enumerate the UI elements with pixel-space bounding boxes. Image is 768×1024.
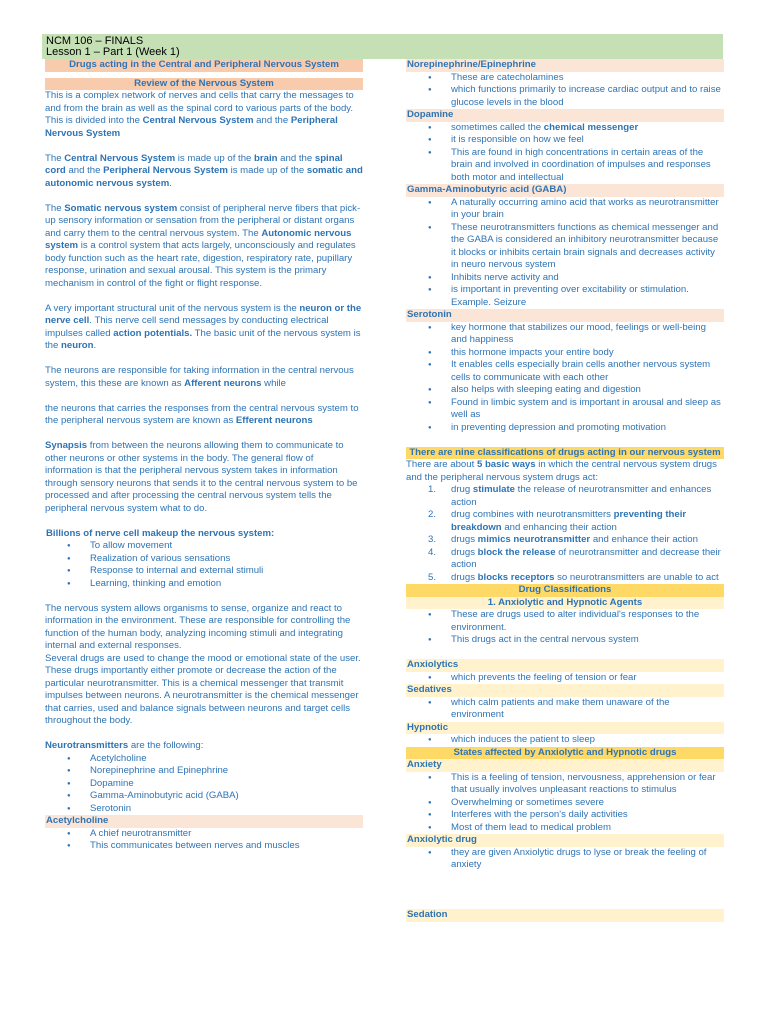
- list-item: ● they are given Anxiolytic drugs to lyse or break the feeling of anxiety: [406, 847, 724, 872]
- list-item: ● These are drugs used to alter individual's responses to the environment.: [406, 609, 724, 634]
- anxiolytic-hypnotic-list: [406, 609, 724, 647]
- anxiety-title: Anxiety: [406, 759, 724, 772]
- left-column: [45, 59, 363, 853]
- anxiolytics-title: Anxiolytics: [406, 659, 724, 672]
- lesson-title: Lesson 1 – Part 1 (Week 1): [46, 46, 180, 58]
- paragraph-somatic-autonomic: The Somatic nervous system consist of peripheral nerve fibers that pick-up sensory information or sensation from the peripheral or distant organs and carry them to the central nervous system. The Autonomic nervous system is a control system that acts largely, unconsciously and regulates body function such as the heart rate, digestion, respiratory rate, pupillary response, urination and sexual arousal. This system is the primary mechanism in control of the fight or flight response.: [45, 202, 361, 289]
- list-item: ● Overwhelming or sometimes severe: [406, 797, 724, 810]
- list-item: ● These are catecholamines: [406, 72, 724, 85]
- list-item: ● This communicates between nerves and muscles: [45, 840, 363, 853]
- list-item: ● which prevents the feeling of tension or fear: [406, 672, 724, 685]
- anxiolytics-list: [406, 672, 724, 685]
- paragraph-synapsis: Synapsis from between the neurons allowing them to communicate to other neurons or other systems in the body. The general flow of information is that the peripheral nervous system takes in information through sensory neurons that sends it to the central nervous system to be processed and after processing the central nervous system tells the peripheral nervous system what to do.: [45, 440, 358, 514]
- list-item: ● It enables cells especially brain cells another nervous system cells to communicate with each other: [406, 359, 724, 384]
- dopamine-title: Dopamine: [406, 109, 724, 122]
- list-item: 1. drug stimulate the release of neurotransmitter and enhances action: [428, 484, 712, 508]
- list-item: ● key hormone that stabilizes our mood, feelings or well-being and happiness: [406, 322, 724, 347]
- list-item: ● To allow movement: [45, 540, 363, 553]
- hypnotic-title: Hypnotic: [406, 722, 724, 735]
- list-item: ● which calm patients and make them unaware of the environment: [406, 697, 724, 722]
- hypnotic-list: [406, 734, 724, 747]
- list-item: ● A naturally occurring amino acid that works as neurotransmitter in your brain: [406, 197, 724, 222]
- sedation-title: Sedation: [406, 909, 724, 922]
- billions-title: Billions of nerve cell makeup the nervous system:: [46, 527, 275, 539]
- list-item: ● which functions primarily to increase cardiac output and to raise glucose levels in the blood: [406, 84, 724, 109]
- list-item: ● Dopamine: [45, 778, 363, 791]
- norepinephrine-title: Norepinephrine/Epinephrine: [406, 59, 724, 72]
- paragraph-drugs-mood: Several drugs are used to change the mood or emotional state of the user. These drugs importantly either promote or decrease the action of the particular neurotransmitter. This is a chemical messenger that transmit impulses between neurons. A neurotransmitter is the chemical messenger that carries, used and balance signals between neurons and target cells throughout the body.: [45, 652, 361, 726]
- list-item: ● Inhibits nerve activity and: [406, 272, 724, 285]
- anxiolytic-hypnotic-title: 1. Anxiolytic and Hypnotic Agents: [406, 597, 724, 610]
- acetylcholine-title: Acetylcholine: [45, 815, 363, 828]
- list-item: ● Gamma-Aminobutyric acid (GABA): [45, 790, 363, 803]
- sedatives-list: [406, 697, 724, 722]
- section-title: Drugs acting in the Central and Peripheral Nervous System: [45, 59, 363, 72]
- gaba-list: [406, 197, 724, 310]
- gaba-title: Gamma-Aminobutyric acid (GABA): [406, 184, 724, 197]
- anxiolytic-drug-title: Anxiolytic drug: [406, 834, 724, 847]
- list-item: ● Realization of various sensations: [45, 553, 363, 566]
- drug-classifications-title: Drug Classifications: [406, 584, 724, 597]
- anxiety-list: [406, 772, 724, 835]
- review-title: Review of the Nervous System: [45, 78, 363, 91]
- list-item: ● this hormone impacts your entire body: [406, 347, 724, 360]
- list-item: ● Response to internal and external stimuli: [45, 565, 363, 578]
- list-item: ● This is a feeling of tension, nervousness, apprehension or fear that usually involves unpleasant reactions to stimulus: [406, 772, 724, 797]
- serotonin-title: Serotonin: [406, 309, 724, 322]
- list-item: ● These neurotransmitters functions as chemical messenger and the GABA is considered an inhibitory neurotransmitter because it blocks or inhibits certain brain signals and decreases activity in neuro nervous system: [406, 222, 724, 272]
- paragraph-sense-organize: The nervous system allows organisms to sense, organize and react to information in the environment. These are responsible for controlling the function of the human body, analyzing incoming stimuli and integrating internal and external responses.: [45, 602, 351, 651]
- list-item: ● it is responsible on how we feel: [406, 134, 724, 147]
- norepinephrine-list: [406, 72, 724, 110]
- paragraph-afferent: The neurons are responsible for taking information in the central nervous system, this these are known as Afferent neurons while: [45, 365, 354, 389]
- serotonin-list: [406, 322, 724, 435]
- list-item: ● also helps with sleeping eating and digestion: [406, 384, 724, 397]
- page-header: [42, 34, 723, 59]
- acetylcholine-list: [45, 828, 363, 853]
- course-title: NCM 106 – FINALS: [46, 35, 144, 47]
- states-affected-title: States affected by Anxiolytic and Hypnotic drugs: [406, 747, 724, 760]
- paragraph-cns-pns: The Central Nervous System is made up of the brain and the spinal cord and the Peripheral Nervous System is made up of the somatic and autonomic nervous system.: [45, 152, 363, 189]
- list-item: ● Interferes with the person's daily activities: [406, 809, 724, 822]
- list-item: ● which induces the patient to sleep: [406, 734, 724, 747]
- nine-classifications-title: There are nine classifications of drugs acting in our nervous system: [406, 447, 724, 460]
- ways-list: [406, 484, 724, 584]
- paragraph-nervous-system-overview: This is a complex network of nerves and cells that carry the messages to and from the brain as well as the spinal cord to various parts of the body. This is divided into the Central Nervous System and the Peripheral Nervous System: [45, 90, 354, 139]
- right-column: [406, 59, 724, 922]
- dopamine-list: [406, 122, 724, 185]
- billions-list: [45, 540, 363, 590]
- list-item: ● Found in limbic system and is important in arousal and sleep as well as: [406, 397, 724, 422]
- list-item: 3. drugs mimics neurotransmitter and enhance their action: [428, 534, 698, 545]
- list-item: ● A chief neurotransmitter: [45, 828, 363, 841]
- list-item: ● Most of them lead to medical problem: [406, 822, 724, 835]
- list-item: 2. drug combines with neurotransmitters preventing their breakdown and enhancing their action: [428, 509, 687, 533]
- list-item: ● sometimes called the chemical messenger: [406, 122, 724, 135]
- anxiolytic-drug-list: [406, 847, 724, 872]
- neurotransmitters-list: [45, 753, 363, 816]
- list-item: ● Norepinephrine and Epinephrine: [45, 765, 363, 778]
- list-item: 4. drugs block the release of neurotransmitter and decrease their action: [428, 546, 721, 570]
- neurotransmitters-intro: Neurotransmitters are the following:: [45, 740, 204, 751]
- sedatives-title: Sedatives: [406, 684, 724, 697]
- paragraph-neuron: A very important structural unit of the nervous system is the neuron or the nerve cell. This nerve cell send messages by conducting electrical impulses called action potentials. The basic unit of the nervous system is the neuron.: [45, 302, 362, 351]
- list-item: 5. drugs blocks receptors so neurotransmitters are unable to act: [428, 571, 719, 583]
- list-item: ● Learning, thinking and emotion: [45, 578, 363, 591]
- list-item: ● This are found in high concentrations in certain areas of the brain and involved in coordination of impulses and responses both motor and intellectual: [406, 147, 724, 185]
- list-item: ● Serotonin: [45, 803, 363, 816]
- list-item: ● This drugs act in the central nervous system: [406, 634, 724, 647]
- ways-intro: There are about 5 basic ways in which the central nervous system drugs and the peripheral nervous system drugs act:: [406, 459, 717, 483]
- list-item: ● in preventing depression and promoting motivation: [406, 422, 724, 435]
- paragraph-efferent: the neurons that carries the responses from the central nervous system to the peripheral nervous system are known as Efferent neurons: [45, 402, 359, 426]
- list-item: ● Acetylcholine: [45, 753, 363, 766]
- list-item: ● is important in preventing over excitability or stimulation. Example. Seizure: [406, 284, 724, 309]
